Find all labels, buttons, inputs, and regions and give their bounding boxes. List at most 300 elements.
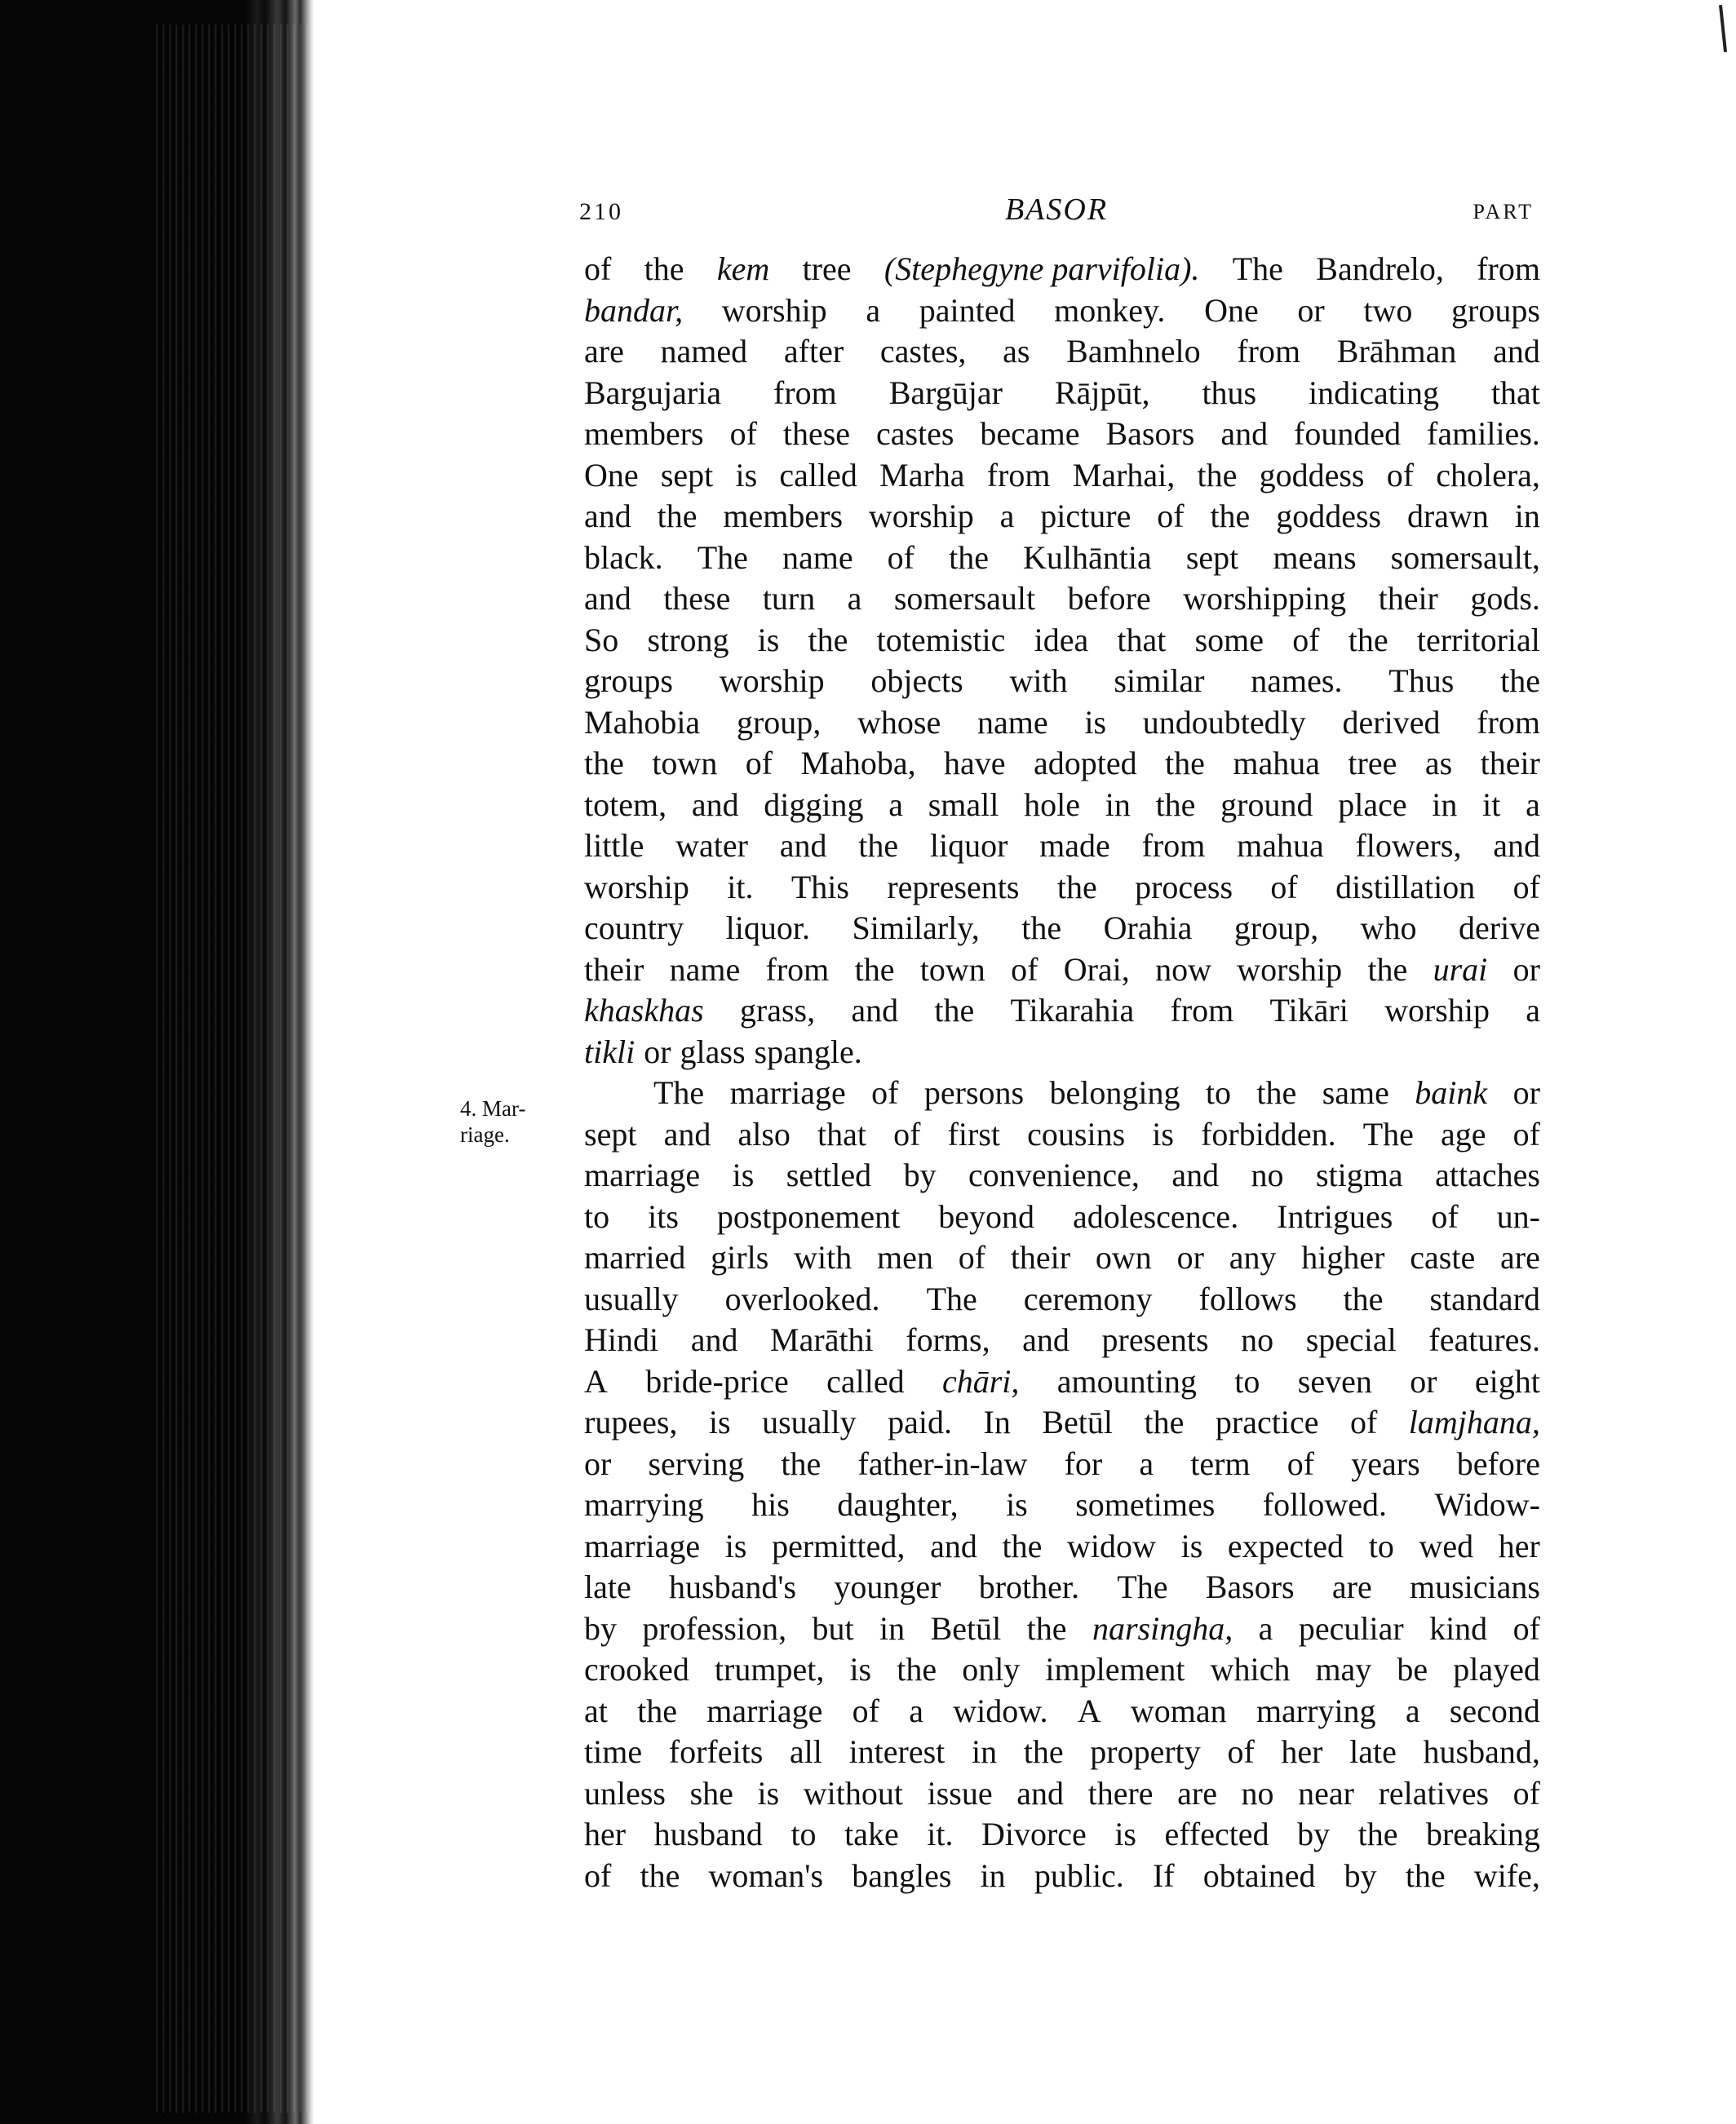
word: One	[584, 456, 639, 493]
word: adolescence.	[1072, 1197, 1239, 1235]
text-line	[584, 373, 1540, 414]
word: a	[999, 498, 1015, 534]
word: is	[1084, 703, 1107, 741]
word: Similarly,	[852, 909, 980, 946]
word: turn	[762, 580, 816, 617]
word: and	[1220, 415, 1269, 452]
word: crooked	[584, 1651, 689, 1688]
text-line	[584, 1856, 1540, 1897]
word: property	[1090, 1733, 1201, 1770]
word: black.	[584, 538, 663, 576]
word: worship	[868, 498, 974, 534]
word: that	[817, 1115, 866, 1153]
word: by	[1344, 1856, 1377, 1894]
word: a	[1258, 1609, 1273, 1647]
word: of	[745, 745, 773, 781]
word: caste	[1410, 1239, 1476, 1276]
text-line	[584, 1649, 1540, 1691]
word: marriage	[729, 1074, 846, 1111]
word: groups	[584, 662, 673, 699]
word: hole	[1024, 785, 1080, 823]
word: castes,	[879, 333, 967, 369]
word: This	[790, 868, 849, 905]
word: and	[691, 785, 739, 823]
word: or	[1512, 950, 1540, 988]
text-line	[584, 1402, 1540, 1444]
word: Bamhnelo	[1066, 333, 1201, 369]
text-line	[584, 702, 1540, 744]
word: families.	[1427, 415, 1540, 452]
word: and	[930, 1527, 977, 1564]
word: relatives	[1378, 1774, 1490, 1812]
word: glass	[680, 1033, 746, 1070]
word: town	[652, 745, 718, 781]
word: from	[765, 950, 830, 988]
word: husband	[653, 1816, 763, 1852]
word: only	[962, 1651, 1021, 1688]
word: Brāhman	[1336, 333, 1457, 369]
word: follows	[1198, 1280, 1297, 1317]
word: grass,	[739, 992, 816, 1029]
word: that	[1490, 374, 1540, 411]
word: these	[782, 415, 851, 452]
word: and	[690, 1321, 738, 1358]
word: monkey.	[1054, 291, 1166, 329]
word: is	[1006, 1486, 1028, 1523]
word: there	[1087, 1774, 1154, 1812]
word: by	[584, 1609, 617, 1647]
word: A	[1077, 1692, 1101, 1729]
text-line	[584, 1691, 1540, 1732]
scan-corner-mark	[1719, 5, 1727, 52]
word: tree	[1348, 745, 1397, 781]
word: wed	[1419, 1527, 1474, 1564]
word: ground	[1220, 785, 1313, 823]
word: the	[1256, 1074, 1297, 1111]
word: from	[1170, 992, 1234, 1029]
word: age	[1441, 1115, 1486, 1153]
word: their	[1010, 1239, 1071, 1276]
text-line	[584, 825, 1540, 867]
word: brother.	[978, 1569, 1080, 1605]
text-line	[584, 867, 1540, 909]
word: features.	[1428, 1321, 1540, 1358]
word: forfeits	[668, 1733, 764, 1770]
word: Basors	[1105, 415, 1195, 452]
word: by	[903, 1157, 937, 1193]
text-line	[584, 908, 1540, 949]
word: of	[887, 538, 914, 576]
word: Betūl	[930, 1609, 1002, 1647]
word: as	[1003, 333, 1030, 369]
text-line	[584, 1526, 1540, 1568]
word: of	[1431, 1197, 1459, 1235]
word: which	[1210, 1651, 1291, 1688]
word: from	[1141, 827, 1206, 864]
word: the	[644, 250, 684, 287]
body-text	[584, 249, 1540, 1896]
text-line	[584, 1279, 1540, 1321]
word: of	[584, 250, 612, 287]
word: forbidden.	[1201, 1115, 1336, 1153]
word: In	[983, 1404, 1011, 1440]
word: trumpet,	[714, 1651, 825, 1688]
word: of	[1512, 1609, 1540, 1647]
word: a	[1405, 1692, 1420, 1729]
word: all	[789, 1733, 822, 1770]
word: are	[584, 333, 624, 369]
italic-word: khaskhas	[584, 992, 704, 1029]
word: Hindi	[584, 1321, 659, 1358]
word: two	[1363, 291, 1413, 329]
text-line	[584, 1444, 1540, 1485]
word: that	[1117, 621, 1167, 658]
word: before	[1456, 1445, 1540, 1482]
word: beyond	[938, 1197, 1035, 1235]
word: from	[1237, 333, 1301, 369]
word: and	[851, 992, 899, 1029]
word: by	[1297, 1816, 1331, 1852]
word: objects	[870, 662, 963, 699]
word: worship	[721, 291, 827, 329]
word: picture	[1040, 498, 1132, 534]
word: of	[893, 1115, 921, 1153]
word: The	[926, 1280, 977, 1317]
word: the	[1026, 1609, 1067, 1647]
word: standard	[1429, 1280, 1540, 1317]
word: effected	[1164, 1816, 1269, 1852]
word: of	[958, 1239, 986, 1276]
word: idea	[1034, 621, 1089, 658]
word: are	[1177, 1774, 1217, 1812]
word: or	[1512, 1074, 1540, 1111]
word: and	[1493, 827, 1540, 864]
text-line	[584, 1608, 1540, 1650]
italic-word: kem	[716, 250, 770, 287]
word: the	[897, 1651, 937, 1688]
text-line	[584, 1155, 1540, 1197]
word: of	[1227, 1733, 1255, 1770]
word: the	[854, 950, 895, 988]
text-line	[584, 620, 1540, 662]
word: worship	[1384, 992, 1490, 1029]
word: widow	[1067, 1527, 1156, 1564]
word: If	[1152, 1856, 1175, 1894]
word: sept	[1185, 538, 1239, 576]
text-line	[584, 1237, 1540, 1279]
text-line	[584, 249, 1540, 290]
word: Intrigues	[1277, 1197, 1393, 1235]
word: it	[1482, 785, 1501, 823]
word: a	[847, 580, 862, 617]
word: usually	[584, 1280, 679, 1317]
text-line	[584, 1485, 1540, 1526]
word: paid.	[888, 1404, 953, 1440]
word: postponement	[716, 1197, 901, 1235]
word: played	[1453, 1651, 1540, 1688]
word: marrying	[1256, 1692, 1376, 1729]
word: became	[980, 415, 1080, 452]
word: a	[1526, 992, 1540, 1029]
word: and	[1022, 1321, 1070, 1358]
word: for	[1064, 1445, 1103, 1482]
word: attaches	[1435, 1157, 1540, 1193]
page-header	[579, 192, 1534, 232]
word: is	[724, 1527, 747, 1564]
word: adopted	[1033, 745, 1137, 781]
text-line	[584, 1732, 1540, 1773]
word: breaking	[1425, 1816, 1540, 1852]
word: the	[1348, 621, 1388, 658]
word: it.	[927, 1816, 954, 1852]
word: special	[1305, 1321, 1397, 1358]
binding-shading	[152, 24, 315, 2113]
word: of	[1349, 1404, 1378, 1440]
word: daughter,	[837, 1486, 959, 1523]
word: a	[888, 785, 904, 823]
word: from	[1477, 250, 1540, 287]
word: called	[826, 1362, 905, 1400]
word: any	[1229, 1239, 1277, 1276]
word: names.	[1251, 662, 1343, 699]
part-label: PART	[1472, 200, 1534, 223]
word: to	[1368, 1527, 1394, 1564]
word: Orai,	[1063, 950, 1130, 988]
word: in	[971, 1733, 998, 1770]
word: father-in-law	[857, 1445, 1028, 1482]
word: woman	[1130, 1692, 1227, 1729]
word: group,	[1233, 909, 1319, 946]
word: before	[1067, 580, 1151, 617]
word: take	[844, 1816, 899, 1852]
word: The	[697, 538, 748, 576]
word: thus	[1202, 374, 1257, 411]
word: also	[737, 1115, 790, 1153]
word: process	[1135, 868, 1233, 905]
word: flowers,	[1355, 827, 1462, 864]
word: the	[808, 621, 848, 658]
word: name	[976, 703, 1048, 741]
word: totemistic	[876, 621, 1006, 658]
word: liquor	[929, 827, 1008, 864]
word: and	[1016, 1774, 1064, 1812]
text-line	[584, 1197, 1540, 1238]
word: its	[648, 1197, 679, 1235]
word: derive	[1459, 909, 1540, 946]
word: Bargūjar	[888, 374, 1003, 411]
word: tree	[802, 250, 852, 287]
word: Marha	[879, 456, 965, 493]
word: is	[732, 1157, 755, 1193]
word: of	[871, 1074, 899, 1111]
word: a	[1139, 1445, 1154, 1482]
word: is	[757, 1774, 780, 1812]
text-line	[584, 496, 1540, 538]
word: with	[794, 1239, 852, 1276]
word: his	[751, 1486, 790, 1523]
word: The	[1232, 250, 1283, 287]
text-line	[584, 1567, 1540, 1608]
word: her	[1498, 1527, 1540, 1564]
word: painted	[919, 291, 1016, 329]
word: first	[947, 1115, 1001, 1153]
word: public.	[1034, 1856, 1124, 1894]
word: The	[653, 1074, 705, 1111]
word: Tikarahia	[1010, 992, 1135, 1029]
word: same	[1322, 1074, 1389, 1111]
word: a	[866, 291, 881, 329]
word: is	[849, 1651, 872, 1688]
italic-word: narsingha,	[1092, 1609, 1233, 1647]
word: drawn	[1406, 498, 1489, 534]
word: persons	[923, 1074, 1025, 1111]
word: sept	[660, 456, 714, 493]
word: belonging	[1049, 1074, 1180, 1111]
text-line	[584, 1114, 1540, 1156]
word: the	[949, 538, 989, 576]
word: implement	[1045, 1651, 1185, 1688]
italic-word: (Stephegyne parvifolia).	[884, 250, 1200, 287]
word: sept	[584, 1115, 637, 1153]
word: near	[1298, 1774, 1354, 1812]
text-line	[584, 331, 1540, 373]
italic-word: chāri,	[941, 1362, 1020, 1400]
italic-word: bandar,	[584, 291, 684, 329]
word: late	[1349, 1733, 1397, 1770]
word: whose	[857, 703, 941, 741]
word: of	[1286, 1445, 1315, 1482]
word: peculiar	[1298, 1609, 1404, 1647]
word: worship	[719, 662, 825, 699]
word: overlooked.	[724, 1280, 880, 1317]
italic-word: tikli	[584, 1033, 636, 1070]
word: of	[1512, 1774, 1540, 1812]
word: and	[779, 827, 827, 864]
word: digging	[764, 785, 864, 823]
word: as	[1424, 745, 1453, 781]
word: eight	[1474, 1362, 1540, 1400]
word: marriage	[584, 1157, 701, 1193]
word: One	[1204, 291, 1259, 329]
word: no	[1241, 1774, 1274, 1812]
word: and	[1171, 1157, 1220, 1193]
word: in	[879, 1609, 906, 1647]
word: the	[1165, 745, 1205, 781]
text-line	[584, 578, 1540, 620]
text-line	[584, 743, 1540, 785]
word: the	[584, 745, 624, 781]
word: marriage	[706, 1692, 823, 1729]
word: second	[1449, 1692, 1540, 1729]
word: kind	[1429, 1609, 1488, 1647]
paragraph-marriage	[584, 1073, 1540, 1896]
word: Bargujaria	[584, 374, 722, 411]
word: members	[584, 415, 704, 452]
word: convenience,	[968, 1157, 1140, 1193]
word: is	[757, 621, 780, 658]
word: of	[1512, 1115, 1540, 1153]
word: is	[1152, 1115, 1174, 1153]
word: bangles	[852, 1856, 952, 1894]
word: the	[1056, 868, 1097, 905]
word: Bandrelo,	[1316, 250, 1444, 287]
margin-note-marriage	[460, 1095, 525, 1148]
word: Orahia	[1103, 909, 1193, 946]
word: to	[790, 1816, 817, 1852]
word: un-	[1496, 1197, 1540, 1235]
word: widow.	[953, 1692, 1048, 1729]
word: the	[657, 498, 698, 534]
word: the	[858, 827, 899, 864]
word: somersault	[893, 580, 1036, 617]
word: husband,	[1423, 1733, 1540, 1770]
word: place	[1338, 785, 1407, 823]
word: Kulhāntia	[1023, 538, 1152, 576]
word: So	[584, 621, 619, 658]
word: named	[660, 333, 748, 369]
word: the	[1357, 1816, 1398, 1852]
word: is	[735, 456, 758, 493]
word: the	[1367, 950, 1408, 988]
word: after	[783, 333, 844, 369]
word: the	[1197, 456, 1238, 493]
word: mahua	[1233, 745, 1320, 781]
word: Marhai,	[1072, 456, 1176, 493]
word: no	[1251, 1157, 1284, 1193]
word: may	[1315, 1651, 1372, 1688]
word: cousins	[1027, 1115, 1126, 1153]
word: in	[1105, 785, 1131, 823]
word: late	[584, 1569, 631, 1605]
margin-note-line: 4. Mar-	[460, 1096, 526, 1121]
word: indicating	[1309, 374, 1440, 411]
word: of	[1270, 868, 1298, 905]
word: the	[1021, 909, 1062, 946]
word: The	[1117, 1569, 1168, 1605]
text-line	[584, 1814, 1540, 1856]
word: woman's	[708, 1856, 824, 1894]
text-line	[584, 290, 1540, 332]
word: cholera,	[1436, 456, 1540, 493]
text-line	[584, 455, 1540, 497]
word: Widow-	[1434, 1486, 1540, 1523]
word: of	[1292, 621, 1320, 658]
word: settled	[786, 1157, 872, 1193]
word: expected	[1227, 1527, 1344, 1564]
word: is	[708, 1404, 731, 1440]
text-line	[584, 949, 1540, 991]
word: spangle.	[754, 1033, 862, 1070]
word: Rājpūt,	[1054, 374, 1150, 411]
word: of	[1386, 456, 1415, 493]
word: liquor.	[725, 909, 810, 946]
word: term	[1190, 1445, 1251, 1482]
word: usually	[762, 1404, 857, 1440]
word: marriage	[584, 1527, 701, 1564]
word: undoubtedly	[1142, 703, 1306, 741]
word: the	[1023, 1733, 1064, 1770]
word: presents	[1101, 1321, 1209, 1358]
word: from	[773, 374, 837, 411]
word: are	[1331, 1569, 1372, 1605]
word: Divorce	[981, 1816, 1087, 1852]
word: from	[1477, 703, 1540, 741]
word: group,	[736, 703, 822, 741]
running-head: BASOR	[1004, 192, 1109, 227]
word: sometimes	[1075, 1486, 1216, 1523]
word: and	[1493, 333, 1540, 369]
word: the	[934, 992, 975, 1029]
